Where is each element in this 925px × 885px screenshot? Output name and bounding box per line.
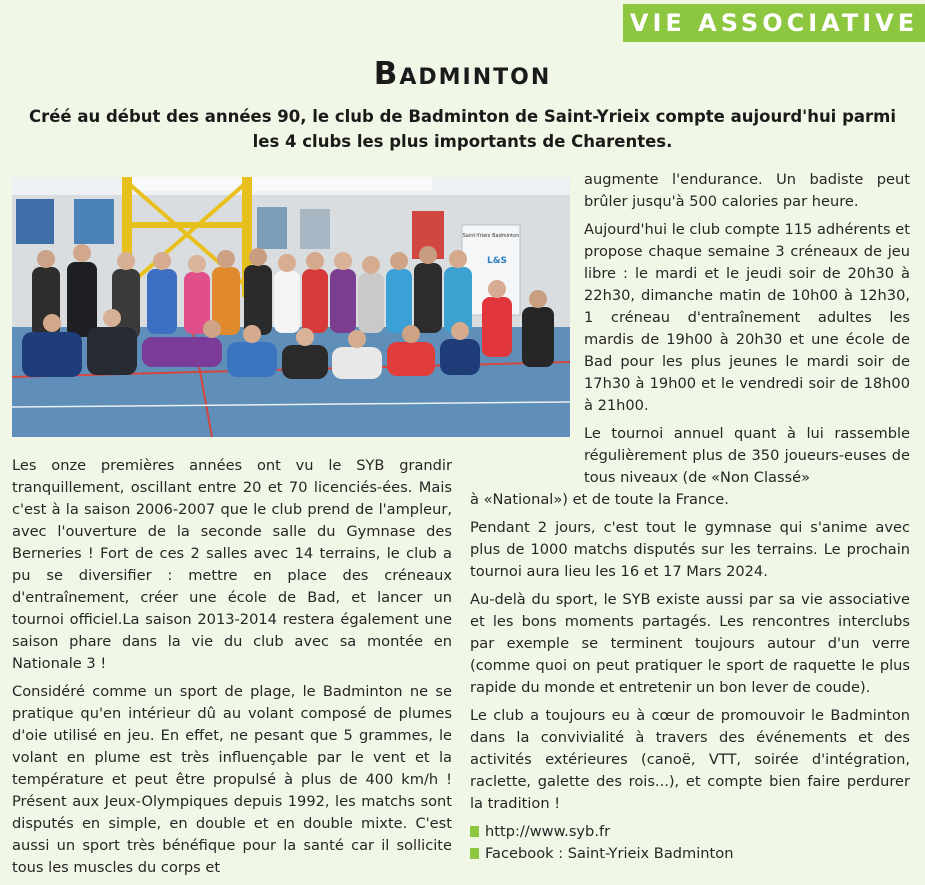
facebook-link[interactable]: Facebook : Saint-Yrieix Badminton <box>485 845 734 862</box>
history-paragraph: Les onze premières années ont vu le SYB grandir tranquillement, oscillant entre 20 et 70 licenciés-ées. Mais c'est à la saison 2006-2007 que le club prend de l'ampleur, avec l'ouverture de la seconde salle du Gymnase des Berneries ! Fort de ces 2 salles avec 14 terrains, le club a pu se diversifier : mettre en place des créneaux d'entraînement, créer une école de Bad, et lancer un tournoi officiel.La saison 2013-2014 restera également une saison phare dans la vie du club avec sa montée en Nationale 3 ! <box>12 457 452 672</box>
gym-paragraph: Pendant 2 jours, c'est tout le gymnase qui s'anime avec plus de 1000 matchs disputés sur les terrains. Le prochain tournoi aura lieu les 16 et 17 Mars 2024. <box>470 519 910 580</box>
website-link[interactable]: http://www.syb.fr <box>485 823 611 840</box>
tournament-paragraph-end: à «National») et de toute la France. <box>470 491 729 508</box>
right-column <box>470 169 910 865</box>
banner-title: Saint-Yrieix Badminton <box>462 233 520 239</box>
sport-paragraph: Considéré comme un sport de plage, le Badminton ne se pratique qu'en intérieur dû au volant composé de plumes d'oie utilisé en jeu. En effet, ne pesant que 5 grammes, le volant en plume est très influençable par le vent et la température et peut être propulsé à plus de 400 km/h ! Présent aux Jeux-Olympiques depuis 1992, les matchs sont disputés en simple, en double et en double mixte. C'est aussi un sport très bénéfique pour la santé car il sollicite tous les muscles du corps et <box>12 683 452 876</box>
tournament-paragraph: Le tournoi annuel quant à lui rassemble régulièrement plus de 350 joueurs-euses de tous niveaux (de «Non Classé» <box>584 425 910 486</box>
article-title: Badminton <box>373 56 552 92</box>
article-intro: Créé au début des années 90, le club de Badminton de Saint-Yrieix compte aujourd'hui parmi les 4 clubs les plus importants de Charentes. <box>28 107 897 151</box>
website-link-item[interactable] <box>470 821 910 843</box>
left-column <box>12 455 452 885</box>
social-paragraph: Au-delà du sport, le SYB existe aussi par sa vie associative et les bons moments partagés. Les rencontres interclubs par exemple se terminent toujours autour d'un verre (comme quoi on peut pratiquer le sport de raquette le plus rapide du monde et entretenir un bon lever de coude). <box>470 591 910 696</box>
facebook-link-item[interactable] <box>470 843 910 865</box>
bullet-icon <box>470 848 479 859</box>
schedule-paragraph: Aujourd'hui le club compte 115 adhérents et propose chaque semaine 3 créneaux de jeu libre : le mardi et le jeudi soir de 20h30 à 22h30, dimanche matin de 10h00 à 12h30, 1 créneau d'entraînement adultes les mardis de 19h00 à 20h30 et une école de Bad pour les plus jeunes le mardi soir de 17h30 à 19h00 et le vendredi soir de 18h00 à 21h00. <box>584 221 910 414</box>
links-list <box>470 821 910 865</box>
bullet-icon <box>470 826 479 837</box>
banner-logo: L&S <box>486 256 508 266</box>
conviviality-paragraph: Le club a toujours eu à cœur de promouvoir le Badminton dans la convivialité à travers des événements et des activités extérieures (canoë, VTT, soirée d'intégration, raclette, galette des rois...), et compte bien faire perdurer la tradition ! <box>470 707 910 812</box>
endurance-paragraph: augmente l'endurance. Un badiste peut brûler jusqu'à 500 calories par heure. <box>584 171 910 210</box>
section-tag: VIE ASSOCIATIVE <box>623 4 925 42</box>
